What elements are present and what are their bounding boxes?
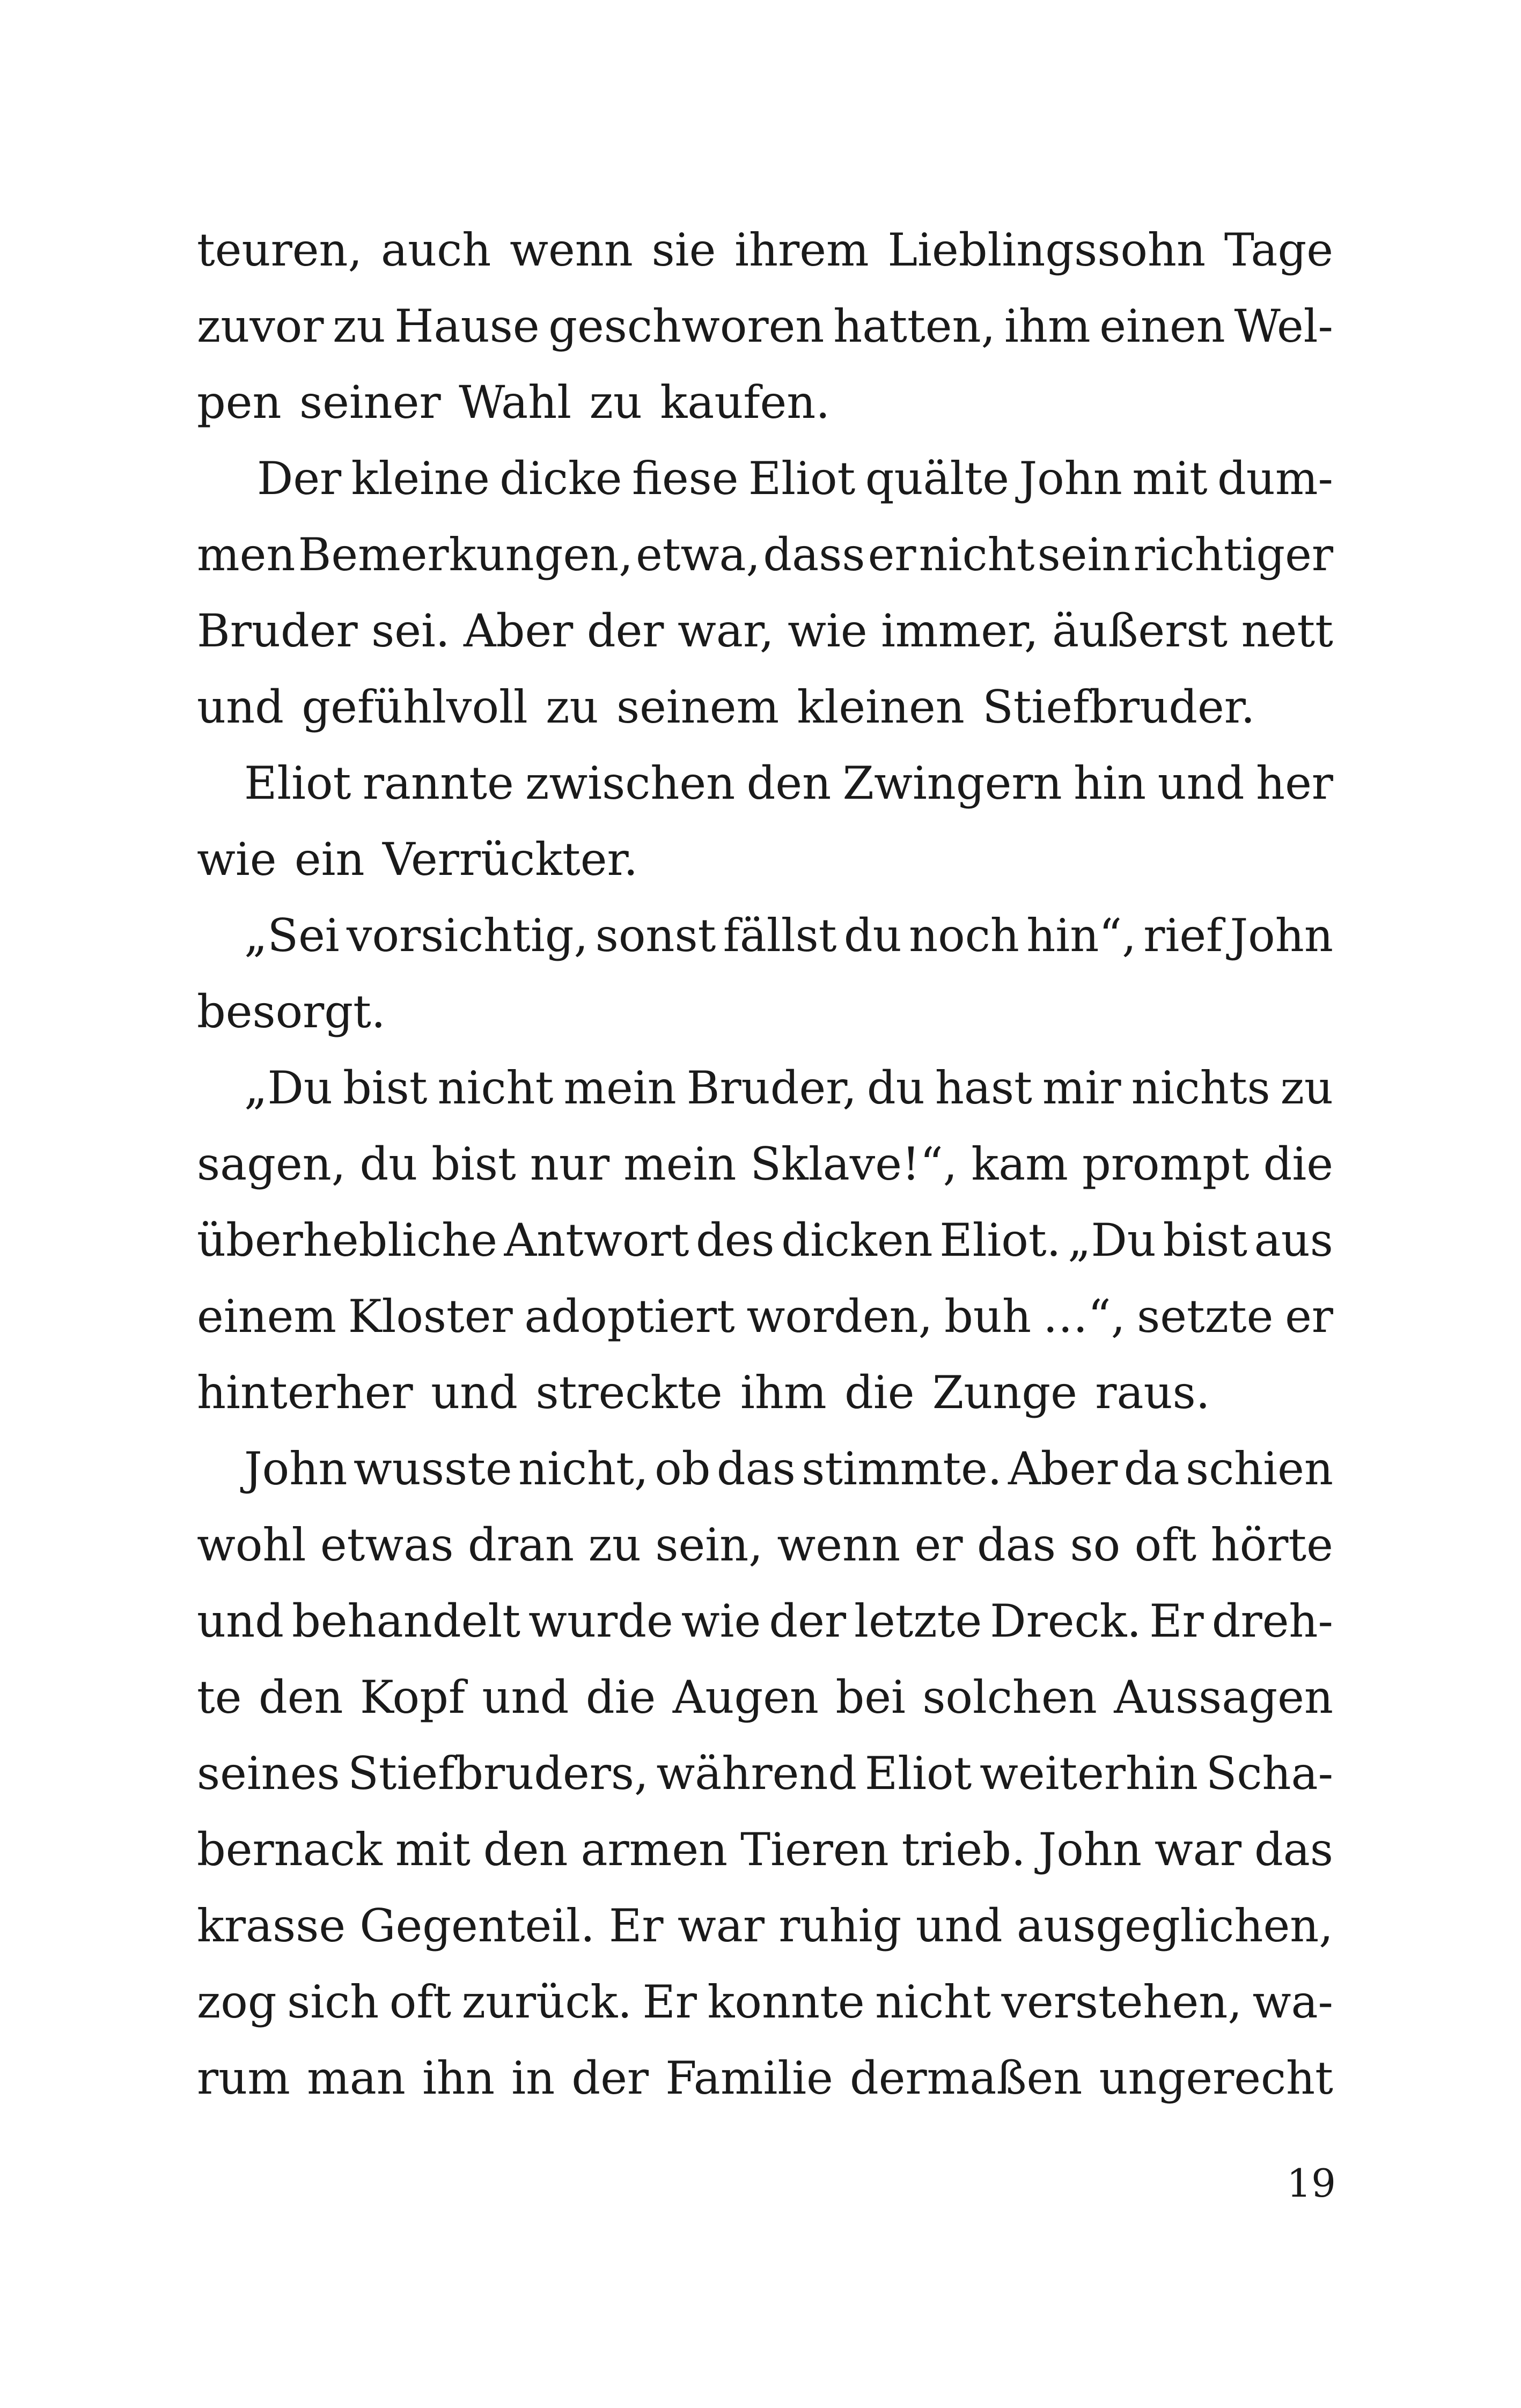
page-number: 19	[1287, 2161, 1336, 2206]
text-line: teuren, auch wenn sie ihrem Lieblingssohn Tage	[197, 224, 1333, 276]
text-line: pen seiner Wahl zu kaufen.	[197, 376, 831, 429]
text-line: wie ein Verrückter.	[197, 833, 638, 886]
text-line: men Bemerkungen, etwa, dass er nicht sein richtiger	[197, 528, 1333, 581]
text-line: einem Kloster adoptiert worden, buh …“, setzte er	[197, 1290, 1333, 1343]
text-line: te den Kopf und die Augen bei solchen Aussagen	[197, 1671, 1333, 1724]
text-line: John wusste nicht, ob das stimmte. Aber da schien	[244, 1442, 1333, 1495]
body-text	[197, 212, 1333, 2116]
text-line: Eliot rannte zwischen den Zwingern hin und her	[244, 757, 1333, 809]
text-line: besorgt.	[197, 985, 386, 1038]
text-line: überhebliche Antwort des dicken Eliot. „Du bist aus	[197, 1214, 1333, 1266]
text-line: bernack mit den armen Tieren trieb. John war das	[197, 1823, 1333, 1876]
text-line: „Du bist nicht mein Bruder, du hast mir nichts zu	[244, 1062, 1333, 1114]
text-line: rum man ihn in der Familie dermaßen ungerecht	[197, 2052, 1333, 2104]
text-line: und behandelt wurde wie der letzte Dreck. Er dreh-	[197, 1595, 1333, 1647]
text-line: hinterher und streckte ihm die Zunge raus.	[197, 1366, 1210, 1419]
text-line: zog sich oft zurück. Er konnte nicht verstehen, wa-	[197, 1976, 1333, 2028]
text-line: Der kleine dicke fiese Eliot quälte John mit dum-	[257, 452, 1333, 505]
text-line: zuvor zu Hause geschworen hatten, ihm einen Wel-	[197, 300, 1333, 352]
text-line: und gefühlvoll zu seinem kleinen Stiefbruder.	[197, 681, 1255, 733]
text-line: Bruder sei. Aber der war, wie immer, äußerst nett	[197, 605, 1333, 657]
text-line: wohl etwas dran zu sein, wenn er das so oft hörte	[197, 1519, 1333, 1571]
text-line: „Sei vorsichtig, sonst fällst du noch hin“, rief John	[244, 909, 1333, 962]
text-line: seines Stiefbruders, während Eliot weiterhin Scha-	[197, 1747, 1333, 1800]
text-line: krasse Gegenteil. Er war ruhig und ausgeglichen,	[197, 1899, 1333, 1952]
text-line: sagen, du bist nur mein Sklave!“, kam prompt die	[197, 1138, 1333, 1190]
